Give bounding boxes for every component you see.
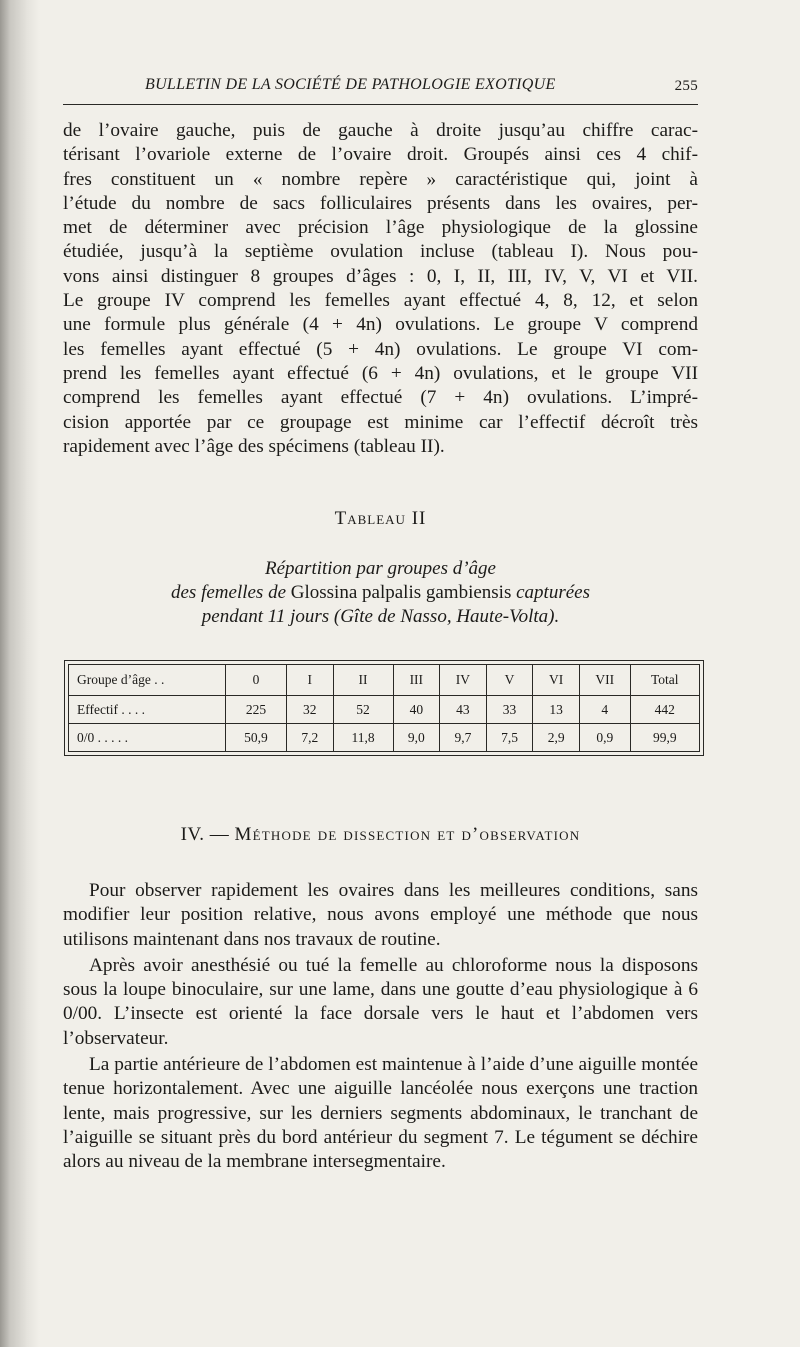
row-label: Effectif . . . . bbox=[69, 696, 226, 724]
row-label: 0/0 . . . . . bbox=[69, 724, 226, 752]
table-cell: 40 bbox=[393, 696, 440, 724]
caption-line bbox=[63, 581, 698, 605]
row-label: Groupe d’âge . . bbox=[69, 665, 226, 696]
journal-title: BULLETIN DE LA SOCIÉTÉ DE PATHOLOGIE EXOTIQUE bbox=[145, 76, 556, 93]
text-line: Le groupe IV comprend les femelles ayant effectué 4, 8, 12, et selon bbox=[63, 290, 698, 312]
table-title: Tableau II bbox=[334, 508, 427, 529]
table-cell: 7,2 bbox=[286, 724, 333, 752]
age-group-table bbox=[64, 660, 704, 756]
table-cell: 33 bbox=[486, 696, 533, 724]
table-cell: 50,9 bbox=[226, 724, 287, 752]
text-line: une formule plus générale (4 + 4n) ovulations. Le groupe V comprend bbox=[63, 314, 698, 336]
section-heading bbox=[63, 824, 698, 846]
table-cell: IV bbox=[440, 665, 487, 696]
caption-line: Répartition par groupes d’âge bbox=[265, 558, 496, 579]
table-cell: III bbox=[393, 665, 440, 696]
paragraph: Pour observer rapidement les ovaires dans les meilleures conditions, sans modifier leur position relative, nous avons employé une méthode que nous utilisons maintenant dans nos travaux de routine. bbox=[63, 880, 698, 950]
book-spine-shadow bbox=[0, 0, 40, 1347]
section-number: IV. — bbox=[180, 824, 235, 845]
paragraph: Après avoir anesthésié ou tué la femelle au chloroforme nous la disposons sous la loupe binoculaire, sur une lame, dans une goutte d’eau physiologique à 6 0/00. L’insecte est orienté la face dorsale vers le haut et l’abdomen vers l’observateur. bbox=[63, 954, 698, 1049]
paragraph: La partie antérieure de l’abdomen est maintenue à l’aide d’une aiguille montée tenue horizontalement. Avec une aiguille lancéolée nous exerçons une traction lente, mais progressive, sur les derniers segments abdominaux, le tranchant de l’aiguille se situant près du bord antérieur du segment 7. Le tégument se déchire alors au niveau de la membrane intersegmentaire. bbox=[63, 1054, 698, 1173]
section-title-text: Méthode de dissection et d’observation bbox=[234, 824, 581, 845]
caption-line: pendant 11 jours (Gîte de Nasso, Haute-Volta). bbox=[201, 606, 560, 627]
table-cell: 9,0 bbox=[393, 724, 440, 752]
table-cell: 7,5 bbox=[486, 724, 533, 752]
text-line: les femelles ayant effectué (5 + 4n) ovulations. Le groupe VI com- bbox=[63, 338, 698, 360]
page-number: 255 bbox=[674, 78, 698, 94]
text-line: rapidement avec l’âge des spécimens (tableau II). bbox=[63, 435, 445, 457]
text-line: fres constituent un « nombre repère » caractéristique qui, joint à bbox=[63, 168, 698, 190]
caption-text: capturées bbox=[511, 582, 590, 603]
text-line: comprend les femelles ayant effectué (7 + 4n) ovulations. L’impré- bbox=[63, 387, 698, 409]
table-cell: VII bbox=[579, 665, 630, 696]
table-cell: 2,9 bbox=[533, 724, 580, 752]
text-line: l’étude du nombre de sacs folliculaires présents dans les ovaires, per- bbox=[63, 192, 698, 214]
table-cell: 99,9 bbox=[630, 724, 699, 752]
table-cell: 13 bbox=[533, 696, 580, 724]
table-cell: Total bbox=[630, 665, 699, 696]
text-line: étudiée, jusqu’à la septième ovulation incluse (tableau I). Nous pou- bbox=[63, 241, 698, 263]
table-cell: 52 bbox=[333, 696, 393, 724]
running-header bbox=[63, 76, 698, 100]
table-cell: 225 bbox=[226, 696, 287, 724]
table-cell: 4 bbox=[579, 696, 630, 724]
table-cell: II bbox=[333, 665, 393, 696]
table-row bbox=[69, 696, 700, 724]
table-cell: V bbox=[486, 665, 533, 696]
text-line: cision apportée par ce groupage est minime car l’effectif décroît très bbox=[63, 411, 698, 433]
data-table bbox=[68, 664, 700, 752]
table-cell: 442 bbox=[630, 696, 699, 724]
table-cell: 0,9 bbox=[579, 724, 630, 752]
table-cell: VI bbox=[533, 665, 580, 696]
text-line: vons ainsi distinguer 8 groupes d’âges : 0, I, II, III, IV, V, VI et VII. bbox=[63, 265, 698, 287]
text-line: térisant l’ovariole externe de l’ovaire droit. Groupés ainsi ces 4 chif- bbox=[63, 144, 698, 166]
table-caption bbox=[63, 557, 698, 629]
text-line: de l’ovaire gauche, puis de gauche à droite jusqu’au chiffre carac- bbox=[63, 120, 698, 141]
table-cell: 11,8 bbox=[333, 724, 393, 752]
table-row bbox=[69, 724, 700, 752]
text-line: prend les femelles ayant effectué (6 + 4n) ovulations, et le groupe VII bbox=[63, 362, 698, 384]
table-cell: 0 bbox=[226, 665, 287, 696]
table-row bbox=[69, 665, 700, 696]
table-cell: I bbox=[286, 665, 333, 696]
method-text bbox=[63, 879, 698, 1177]
caption-text: des femelles de bbox=[171, 582, 291, 603]
header-rule bbox=[63, 104, 698, 105]
table-cell: 32 bbox=[286, 696, 333, 724]
text-line: met de déterminer avec précision l’âge physiologique de la glossine bbox=[63, 217, 698, 239]
table-cell: 43 bbox=[440, 696, 487, 724]
table-cell: 9,7 bbox=[440, 724, 487, 752]
species-name: Glossina palpalis gambiensis bbox=[290, 582, 512, 603]
intro-paragraph bbox=[63, 119, 698, 459]
